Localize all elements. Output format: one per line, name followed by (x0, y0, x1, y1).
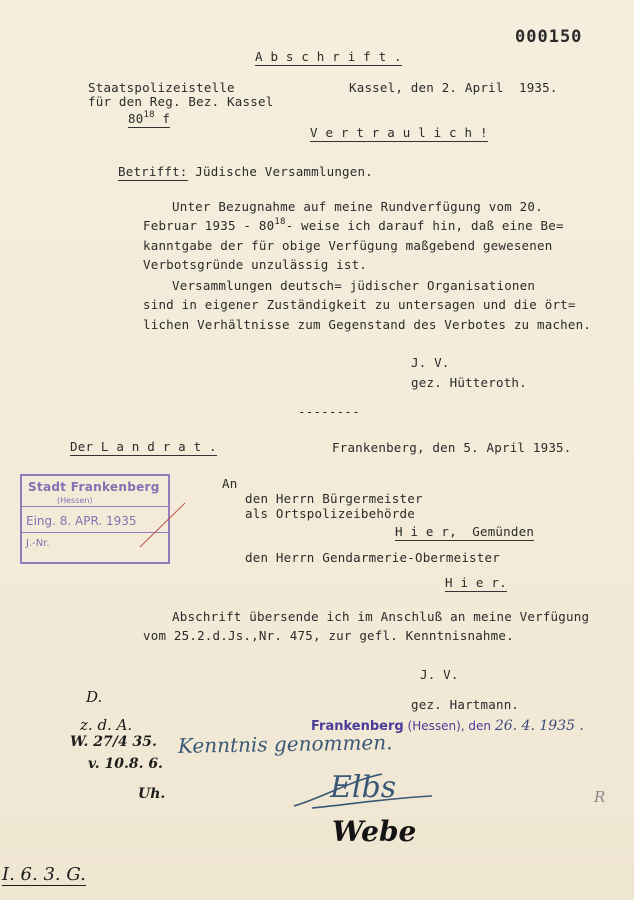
ref-suffix: f (154, 111, 171, 126)
recipient2-line1: den Herrn Gendarmerie-Obermeister (245, 550, 500, 565)
subject-line (118, 165, 373, 179)
town-stamp-date: 26. 4. 1935 . (494, 718, 584, 734)
signature-1-flourish (292, 768, 442, 813)
town-stamp-place: Frankenberg (311, 719, 404, 734)
recipient1-place: H i e r, Gemünden (395, 524, 535, 539)
recipient2-place: H i e r. (445, 575, 507, 590)
body-p1-line4: Verbotsgründe unzulässig ist. (143, 257, 368, 272)
subject-label: Betrifft: (118, 164, 188, 179)
body-p2-line3: lichen Verhältnisse zum Gegenstand des Verbotes zu machen. (143, 317, 592, 332)
sign2-jv: J. V. (420, 667, 459, 682)
subject-text: Jüdische Versammlungen. (187, 164, 373, 179)
separator: -------- (298, 404, 360, 419)
body-p1-line1: Unter Bezugnahme auf meine Rundverfügung vom 20. (172, 199, 543, 214)
bottom-left-note: I. 6. 3. G. (2, 864, 86, 885)
sign1-name: gez. Hütteroth. (411, 375, 527, 390)
margin-note-3: W. 27/4 35. (70, 734, 157, 750)
sign2-name: gez. Hartmann. (411, 697, 520, 712)
stamp-journal-number: J.-Nr. (26, 538, 50, 549)
body-p2-line2: sind in eigener Zuständigkeit zu untersagen und die ört= (143, 297, 576, 312)
margin-note-4: v. 10.8. 6. (88, 756, 163, 772)
forward-line2: vom 25.2.d.Js.,Nr. 475, zur gefl. Kenntnisnahme. (143, 628, 514, 643)
margin-note-5: Uh. (138, 786, 166, 802)
ref-sup: 18 (143, 110, 155, 120)
body-p1-line2 (143, 219, 564, 233)
margin-note-1: D. (86, 688, 103, 706)
handwritten-kenntnis: Kenntnis genommen. (177, 730, 393, 758)
stamp-region: (Hessen) (57, 496, 93, 505)
sender-line-1: Staatspolizeistelle (88, 80, 235, 95)
sign1-jv: J. V. (411, 355, 450, 370)
sender-reference (128, 112, 170, 128)
recipient1-line2: als Ortspolizeibehörde (245, 506, 415, 521)
corner-mark: R (594, 788, 606, 806)
ref-base: 80 (128, 111, 144, 126)
body-p1-line2-a: Februar 1935 - 80 (143, 218, 275, 233)
body-p1-line3: kanntgabe der für obige Verfügung maßgebend gewesenen (143, 238, 553, 253)
place-date-kassel: Kassel, den 2. April 1935. (349, 80, 558, 95)
document-number: 000150 (515, 27, 583, 47)
sender-line-2: für den Reg. Bez. Kassel (88, 94, 274, 109)
body-p2-line1: Versammlungen deutsch= jüdischer Organisationen (172, 278, 536, 293)
handwritten-signature-1: Elbs (330, 770, 397, 805)
place-date-frankenberg: Frankenberg, den 5. April 1935. (332, 440, 572, 455)
document-heading: A b s c h r i f t . (255, 49, 402, 64)
margin-note-2: z. d. A. (80, 716, 133, 734)
landrat-label: Der L a n d r a t . (70, 439, 217, 454)
forward-line1: Abschrift übersende ich im Anschluß an meine Verfügung (172, 609, 590, 624)
stamp-office: Stadt Frankenberg (28, 480, 160, 494)
recipient-an: An (222, 476, 238, 491)
stamp-pen-stroke (135, 495, 195, 555)
handwritten-signature-2: Webe (332, 815, 417, 848)
recipient1-line1: den Herrn Bürgermeister (245, 491, 423, 506)
confidential-label: V e r t r a u l i c h ! (310, 125, 488, 140)
stamp-date: Eing. 8. APR. 1935 (26, 514, 137, 528)
body-p1-line2-sup: 18 (274, 217, 286, 227)
body-p1-line2-b: - weise ich darauf hin, daß eine Be= (285, 218, 564, 233)
town-stamp-region: (Hessen), den (403, 719, 495, 733)
